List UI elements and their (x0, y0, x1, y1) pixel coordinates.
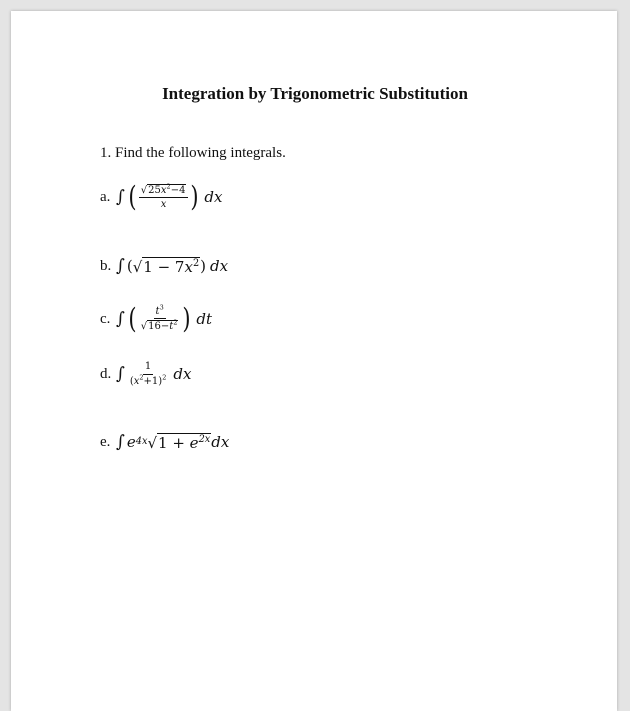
question-1: 1. Find the following integrals. (100, 145, 286, 161)
integral-b (100, 256, 228, 276)
item-label-d: d. (100, 365, 112, 382)
item-label-a: a. (100, 188, 111, 205)
item-label-b: b. (100, 257, 112, 274)
expression-d: ∫ $\frac{1}{(x^2+1)^2}$ dx (116, 361, 192, 387)
expression-a: ∫ ( √ $25x^2-4$ x ) dx (116, 180, 223, 213)
integral-d (100, 361, 191, 387)
expression-c: ∫ ( $t^3$ √ $16-t^2$ ) dt (116, 302, 213, 335)
expression-e: ∫ e 4x √ $1 + e^{2x}$ dx (116, 432, 230, 452)
fraction-c: $t^3$ √ $16-t^2$ (140, 303, 178, 332)
item-label-c: c. (100, 310, 111, 327)
item-label-e: e. (100, 433, 111, 450)
fraction-d: $\frac{1}{(x^2+1)^2}$ (129, 361, 167, 387)
integral-a (100, 180, 223, 213)
integral-c (100, 302, 213, 335)
expression-b: ∫ ( √ $1 - 7x^2$ ) dx (116, 256, 229, 276)
page-title: Integration by Trigonometric Substitution (162, 84, 468, 103)
integral-e (100, 432, 229, 452)
fraction-a: √ $25x^2-4$ x (139, 184, 189, 211)
